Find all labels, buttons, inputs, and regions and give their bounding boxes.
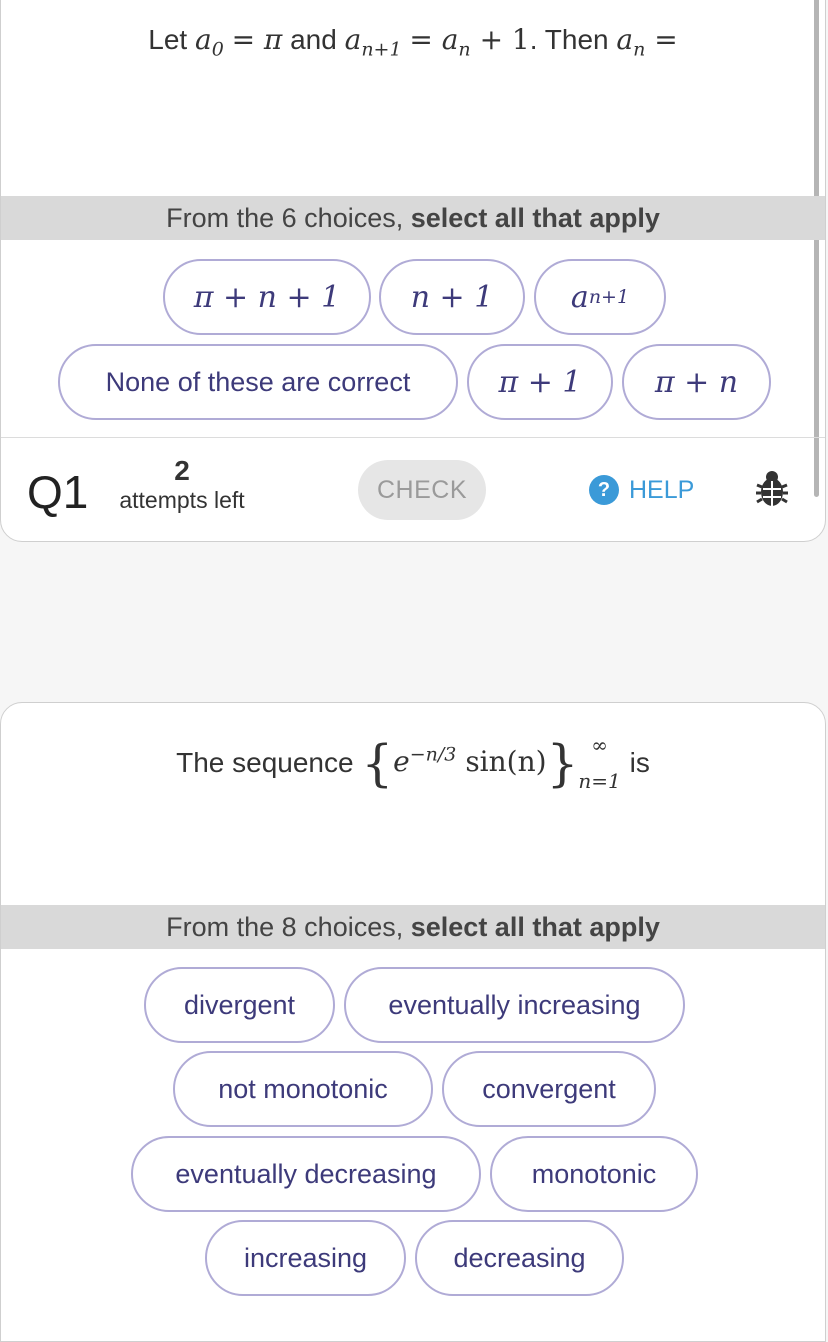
math-sequence: {$e^{-n/3}$ sin(n)} ∞ n=1 [361, 733, 621, 793]
scrollbar[interactable] [814, 0, 819, 497]
left-brace: { [361, 734, 394, 792]
bug-icon[interactable] [755, 469, 789, 509]
instruction-banner [1, 196, 825, 240]
chip-math-base: a [570, 279, 589, 315]
prompt-text: and [290, 24, 337, 55]
banner-prefix: From the 6 choices, [166, 203, 411, 233]
question-card-1 [0, 0, 826, 542]
banner-prefix: From the 8 choices, [166, 912, 411, 942]
choice-chip[interactable]: not monotonic [173, 1051, 433, 1127]
math-rhs: = $a_n + 1$ [409, 23, 530, 61]
attempts-label: attempts left [119, 487, 245, 513]
prompt-text: Let [148, 24, 188, 55]
footer-divider [1, 437, 825, 438]
choice-chip[interactable]: decreasing [415, 1220, 624, 1296]
question-number: Q1 [27, 466, 89, 518]
question-prompt [1, 23, 825, 61]
choice-chip[interactable]: increasing [205, 1220, 406, 1296]
math-a0: $a_0$ [194, 23, 224, 61]
choice-chip[interactable]: eventually increasing [344, 967, 685, 1043]
choice-chip[interactable]: n + 1 [379, 259, 525, 335]
attempts-count: 2 [174, 455, 190, 486]
question-circle-icon: ? [589, 475, 619, 505]
choice-chip[interactable]: π + n [622, 344, 771, 420]
prompt-text: is [629, 747, 650, 778]
choice-chip[interactable]: convergent [442, 1051, 656, 1127]
prompt-text: . Then [529, 24, 609, 55]
help-button[interactable] [589, 475, 694, 505]
choice-chip[interactable] [534, 259, 666, 335]
choice-chip[interactable]: divergent [144, 967, 335, 1043]
banner-bold: select all that apply [410, 912, 660, 942]
prompt-text: The sequence [176, 747, 354, 778]
math-an: $a_n$ = [616, 23, 678, 61]
chip-math-sub: n+1 [588, 286, 630, 308]
choice-chip[interactable]: None of these are correct [58, 344, 458, 420]
banner-bold: select all that apply [410, 203, 660, 233]
help-label: HELP [629, 475, 695, 504]
instruction-banner [1, 905, 825, 949]
math-eq-pi: = π [231, 23, 283, 56]
question-prompt [1, 727, 825, 799]
right-brace: } [546, 734, 579, 792]
choice-chip[interactable]: eventually decreasing [131, 1136, 481, 1212]
check-button[interactable]: CHECK [358, 460, 486, 520]
question-card-2 [0, 702, 826, 1342]
attempts-left [109, 455, 255, 514]
choice-chip[interactable]: π + n + 1 [163, 259, 371, 335]
math-an1: $a_{n+1}$ [344, 23, 402, 61]
choice-chip[interactable]: π + 1 [467, 344, 613, 420]
choice-chip[interactable]: monotonic [490, 1136, 698, 1212]
